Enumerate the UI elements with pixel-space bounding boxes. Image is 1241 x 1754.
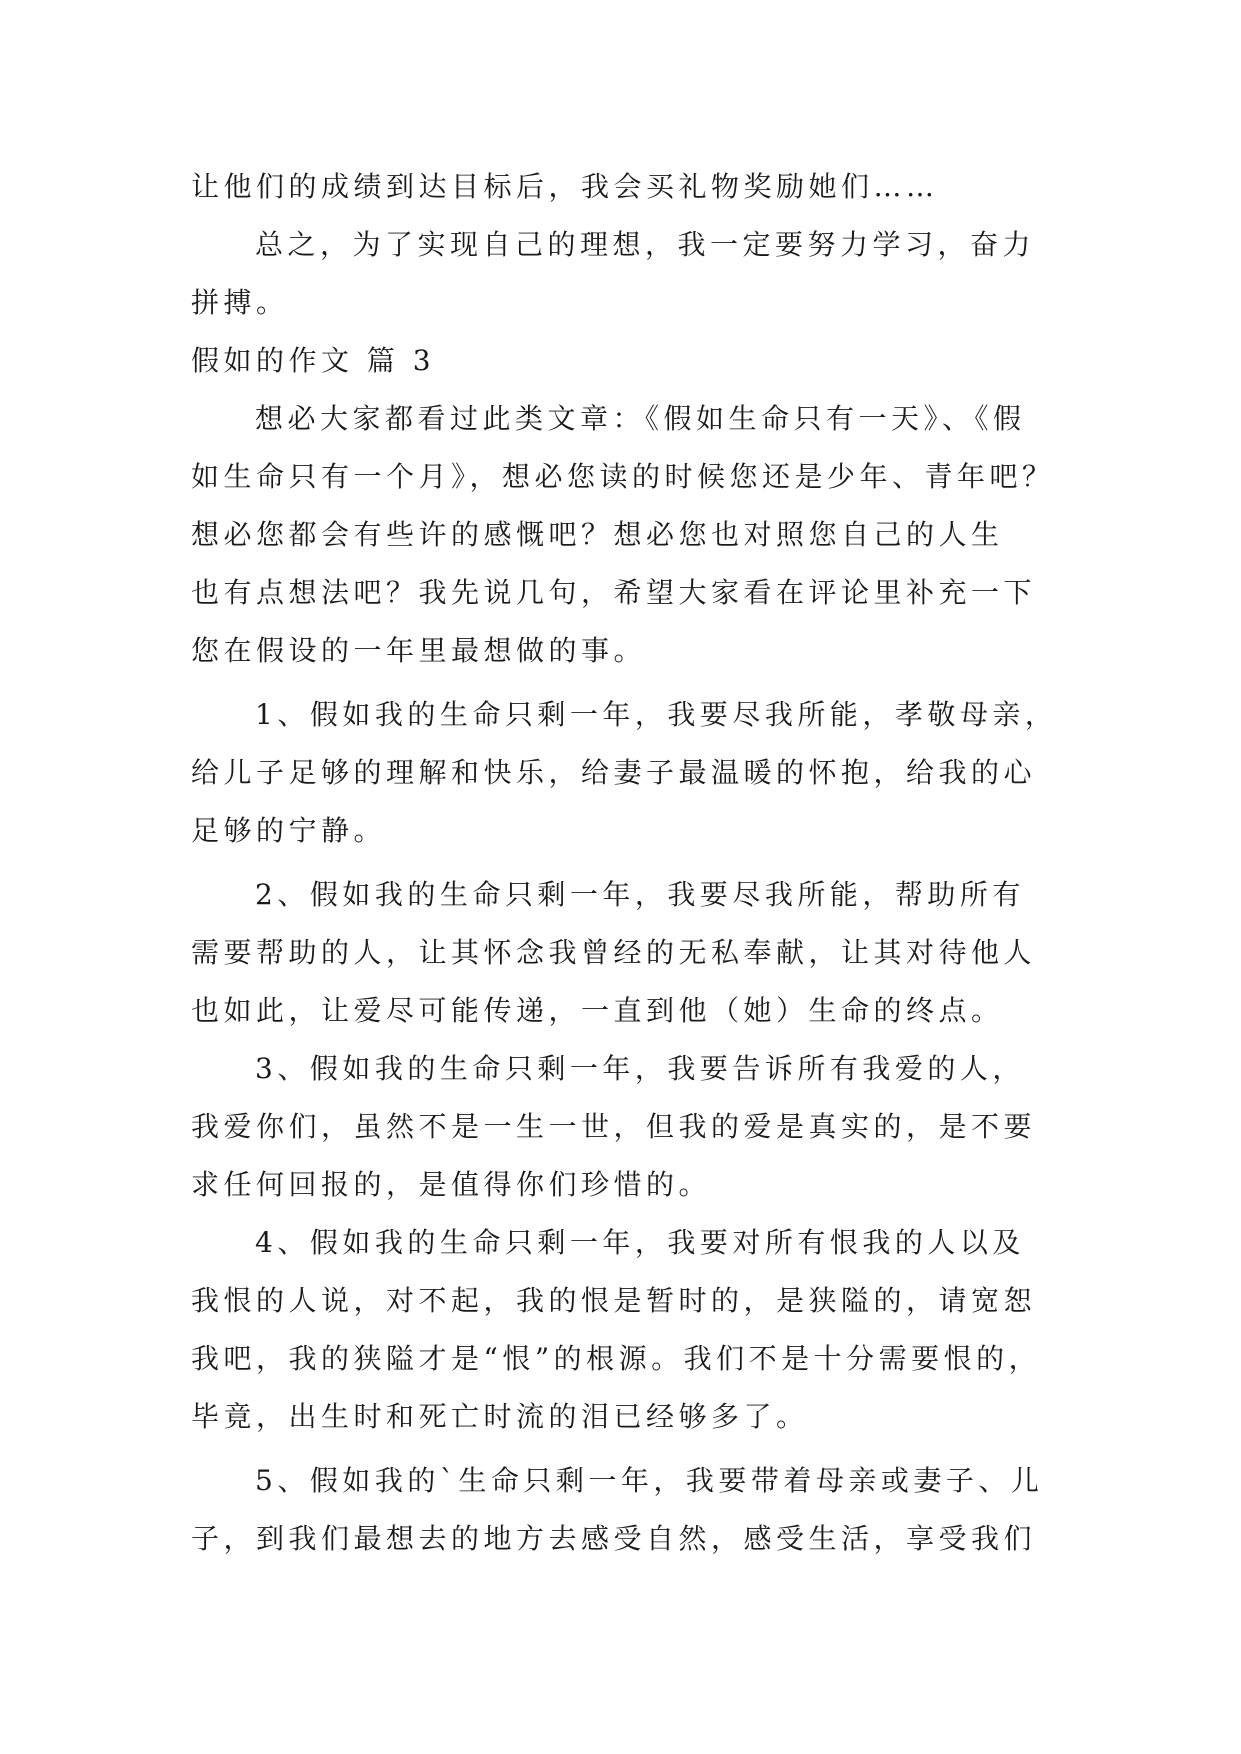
text-line: 求任何回报的，是值得你们珍惜的。 [191,1168,712,1201]
text-line: 也有点想法吧？我先说几句，希望大家看在评论里补充一下 [191,576,1037,609]
paragraph-start: 想必大家都看过此类文章：《假如生命只有一天》、《假 [255,402,1026,435]
document-body [191,158,1058,1568]
text-line: 毕竟，出生时和死亡时流的泪已经够多了。 [191,1400,809,1433]
paragraph-start: 1、假如我的生命只剩一年，我要尽我所能，孝敬母亲， [255,698,1058,731]
section-heading: 假如的作文 篇 3 [191,344,436,377]
text-line: 让他们的成绩到达目标后，我会买礼物奖励她们…… [191,170,939,203]
text-line: 需要帮助的人，让其怀念我曾经的无私奉献，让其对待他人 [191,936,1037,969]
text-line: 给儿子足够的理解和快乐，给妻子最温暖的怀抱，给我的心 [191,756,1037,789]
paragraph-start: 3、假如我的生命只剩一年，我要告诉所有我爱的人， [255,1052,1025,1085]
text-line: 拼搏。 [191,286,289,319]
text-line: 子，到我们最想去的地方去感受自然，感受生活，享受我们 [191,1522,1037,1555]
text-line: 想必您都会有些许的感慨吧？想必您也对照您自己的人生 [191,518,1004,551]
text-line: 我爱你们，虽然不是一生一世，但我的爱是真实的，是不要 [191,1110,1037,1143]
text-line: 也如此，让爱尽可能传递，一直到他（她）生命的终点。 [191,994,1004,1027]
text-line: 您在假设的一年里最想做的事。 [191,634,647,667]
text-line: 如生命只有一个月》，想必您读的时候您还是少年、青年吧？ [191,460,1055,493]
text-line: 我吧，我的狭隘才是“恨”的根源。我们不是十分需要恨的， [191,1342,1042,1375]
paragraph-start: 4、假如我的生命只剩一年，我要对所有恨我的人以及 [255,1226,1025,1259]
paragraph-start: 2、假如我的生命只剩一年，我要尽我所能，帮助所有 [255,878,1025,911]
paragraph-start: 5、假如我的`生命只剩一年，我要带着母亲或妻子、儿 [255,1464,1044,1497]
text-line: 我恨的人说，对不起，我的恨是暂时的，是狭隘的，请宽恕 [191,1284,1037,1317]
text-line: 足够的宁静。 [191,814,387,847]
paragraph-start: 总之，为了实现自己的理想，我一定要努力学习，奋力 [255,228,1036,261]
